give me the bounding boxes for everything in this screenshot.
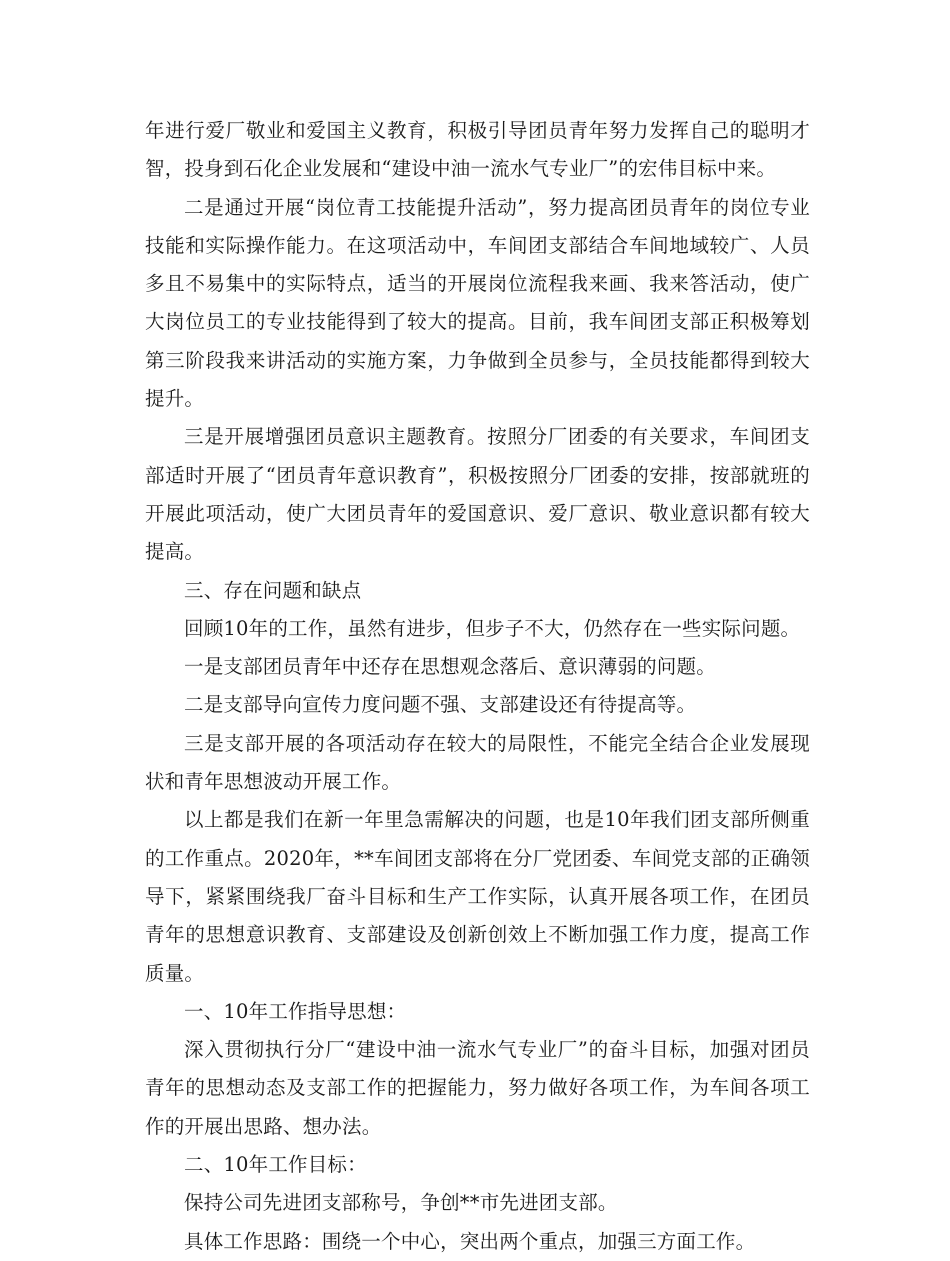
document-body: [145, 112, 810, 1261]
paragraph-2: 二是通过开展“岗位青工技能提升活动”，努力提高团员青年的岗位专业技能和实际操作能力。在这项活动中，车间团支部结合车间地域较广、人员多且不易集中的实际特点，适当的开展岗位流程我来画、我来答活动，使广大岗位员工的专业技能得到了较大的提高。目前，我车间团支部正积极筹划第三阶段我来讲活动的实施方案，力争做到全员参与，全员技能都得到较大提升。: [145, 195, 810, 411]
section-heading-problems: 三、存在问题和缺点: [184, 578, 362, 602]
section-heading-goals: 二、10年工作目标：: [184, 1153, 367, 1177]
paragraph-work-ideas: 具体工作思路：围绕一个中心，突出两个重点，加强三方面工作。: [184, 1229, 756, 1253]
paragraph-problem-3: 三是支部开展的各项活动存在较大的局限性，不能完全结合企业发展现状和青年思想波动开展工作。: [145, 731, 810, 794]
paragraph-review: 回顾10年的工作，虽然有进步，但步子不大，仍然存在一些实际问题。: [184, 616, 801, 640]
paragraph-goal: 保持公司先进团支部称号，争创**市先进团支部。: [184, 1191, 618, 1215]
paragraph-problem-2: 二是支部导向宣传力度问题不强、支部建设还有待提高等。: [184, 693, 697, 717]
paragraph-guiding-thought: 深入贯彻执行分厂“建设中油一流水气专业厂”的奋斗目标，加强对团员青年的思想动态及支部工作的把握能力，努力做好各项工作，为车间各项工作的开展出思路、想办法。: [145, 1038, 810, 1138]
paragraph-1: 年进行爱厂敬业和爱国主义教育，积极引导团员青年努力发挥自己的聪明才智，投身到石化企业发展和“建设中油一流水气专业厂”的宏伟目标中来。: [145, 119, 810, 181]
section-heading-guiding-thought: 一、10年工作指导思想：: [184, 999, 407, 1023]
paragraph-3: 三是开展增强团员意识主题教育。按照分厂团委的有关要求，车间团支部适时开展了“团员青年意识教育”，积极按照分厂团委的安排，按部就班的开展此项活动，使广大团员青年的爱国意识、爱厂意识、敬业意识都有较大提高。: [145, 425, 810, 564]
paragraph-summary: 以上都是我们在新一年里急需解决的问题，也是10年我们团支部所侧重的工作重点。2020年，**车间团支部将在分厂党团委、车间党支部的正确领导下，紧紧围绕我厂奋斗目标和生产工作实际，认真开展各项工作，在团员青年的思想意识教育、支部建设及创新创效上不断加强工作力度，提高工作质量。: [145, 808, 810, 985]
paragraph-problem-1: 一是支部团员青年中还存在思想观念落后、意识薄弱的问题。: [184, 655, 716, 679]
